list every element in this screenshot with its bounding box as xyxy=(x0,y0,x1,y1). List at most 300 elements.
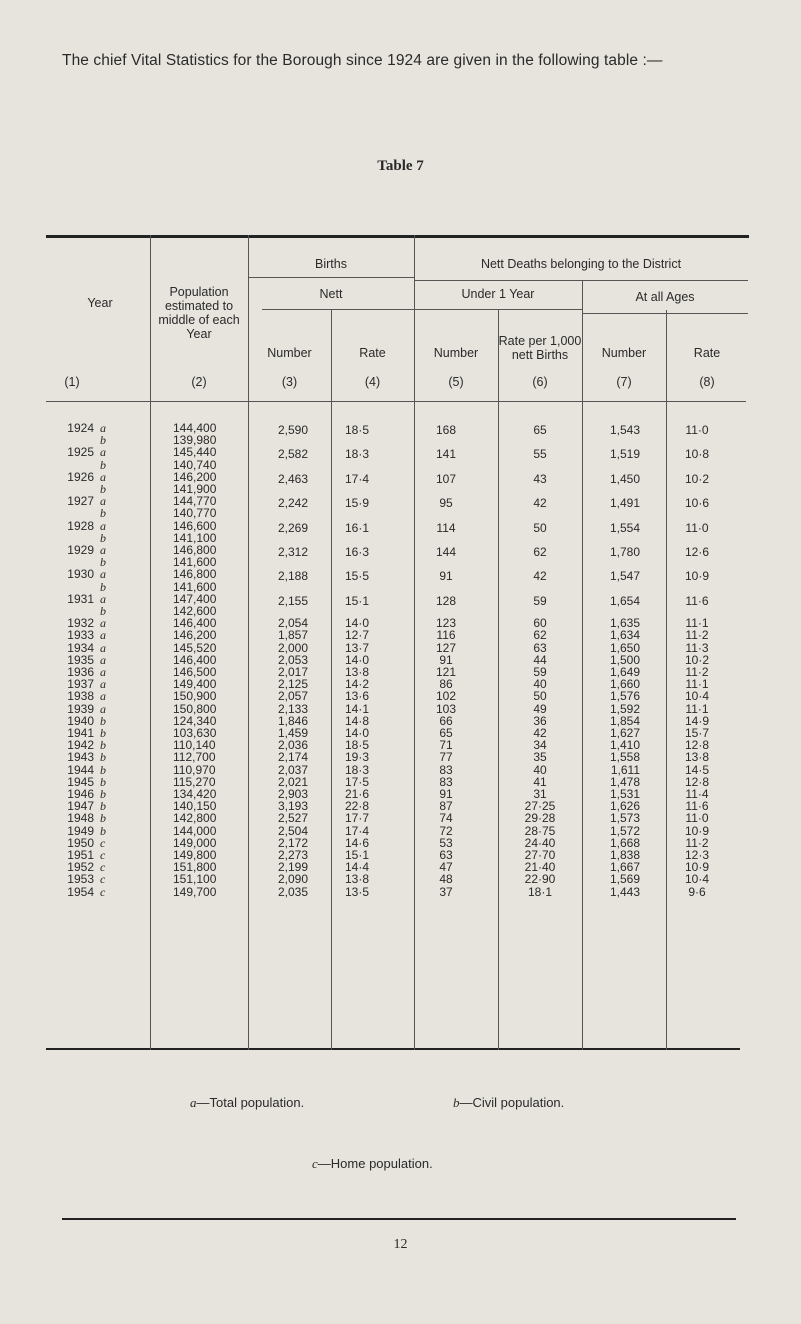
ar-cell: 9·6 xyxy=(688,884,706,899)
bn-cell: 2,125 xyxy=(277,677,308,692)
table-title: Table 7 xyxy=(377,158,424,174)
population-cell: 110,970 xyxy=(173,762,216,777)
an-cell: 1,531 xyxy=(609,787,640,801)
bn-cell: 1,459 xyxy=(277,726,308,740)
population-cell-civil: 140,770 xyxy=(173,506,217,521)
bn-cell: 2,188 xyxy=(277,569,308,584)
year-suffix: a xyxy=(100,689,106,704)
footnote-c-key: c xyxy=(312,1156,318,1171)
ar-cell: 15·7 xyxy=(684,726,710,740)
ar-cell: 11·0 xyxy=(685,811,709,826)
ar-cell: 14·9 xyxy=(684,713,710,728)
year-suffix: a xyxy=(100,469,106,484)
population-cell: 146,800 xyxy=(173,567,217,582)
ur-cell: 36 xyxy=(533,713,547,728)
ar-cell: 11·2 xyxy=(685,835,709,850)
col-divider-3 xyxy=(331,310,332,1050)
year-cell: 1933 xyxy=(67,628,94,643)
deaths-rule xyxy=(414,280,748,281)
an-cell: 1,667 xyxy=(609,860,640,875)
year-suffix: b xyxy=(100,726,106,740)
bn-cell: 2,463 xyxy=(277,471,308,486)
bn-cell: 2,269 xyxy=(277,520,308,535)
br-cell: 14·4 xyxy=(344,860,370,875)
ur-cell: 18·1 xyxy=(527,884,553,899)
ur-cell: 59 xyxy=(533,593,547,608)
col-num-8: (8) xyxy=(699,375,715,389)
col-num-1: (1) xyxy=(64,375,80,389)
bn-cell: 1,846 xyxy=(277,713,308,728)
col-num-6: (6) xyxy=(532,375,548,389)
br-cell: 18·5 xyxy=(344,423,370,437)
ar-cell: 10·2 xyxy=(684,471,710,486)
year-suffix: a xyxy=(100,677,106,692)
an-cell: 1,592 xyxy=(609,701,640,716)
br-cell: 19·3 xyxy=(344,750,370,765)
population-cell: 144,400 xyxy=(173,421,217,435)
footnote-c-text: —Home population. xyxy=(317,1156,433,1171)
year-cell: 1944 xyxy=(67,762,94,777)
br-cell: 21·6 xyxy=(344,787,370,801)
year-cell: 1932 xyxy=(67,616,94,631)
population-cell-civil: 141,600 xyxy=(173,579,217,594)
year-cell: 1926 xyxy=(67,469,94,484)
year-suffix: c xyxy=(100,872,106,887)
bn-cell: 2,590 xyxy=(277,423,308,437)
year-cell: 1954 xyxy=(67,884,94,899)
year-suffix: c xyxy=(100,835,106,850)
intro-text: The chief Vital Statistics for the Borough since 1924 are given in the following table :— xyxy=(62,52,663,69)
un-cell: 168 xyxy=(435,423,457,437)
header-births: Births xyxy=(315,257,347,271)
col-num-3: (3) xyxy=(281,375,298,389)
bn-cell: 2,054 xyxy=(277,616,308,631)
an-cell: 1,649 xyxy=(609,665,640,679)
ur-cell: 21·40 xyxy=(524,860,556,875)
ar-cell: 10·4 xyxy=(684,689,710,704)
footnote-b-text: —Civil population. xyxy=(459,1095,565,1110)
year-suffix-b: b xyxy=(100,604,106,618)
ur-cell: 41 xyxy=(533,774,547,789)
an-cell: 1,635 xyxy=(609,616,640,631)
un-cell: 37 xyxy=(439,884,453,899)
un-cell: 107 xyxy=(435,471,457,486)
un-cell: 128 xyxy=(435,593,457,608)
year-suffix: a xyxy=(100,591,106,606)
year-cell: 1927 xyxy=(67,494,94,509)
population-cell: 134,420 xyxy=(173,787,217,801)
footnote-b-key: b xyxy=(453,1095,460,1110)
population-cell: 115,270 xyxy=(173,774,216,789)
un-cell: 95 xyxy=(439,496,453,511)
year-cell: 1950 xyxy=(67,835,94,850)
year-suffix: c xyxy=(100,884,106,899)
ar-cell: 10·6 xyxy=(684,496,710,511)
ar-cell: 14·5 xyxy=(684,762,710,777)
year-suffix: a xyxy=(100,445,106,460)
year-cell: 1934 xyxy=(67,640,94,655)
un-cell: 65 xyxy=(439,726,453,740)
br-cell: 22·8 xyxy=(344,799,370,814)
an-cell: 1,838 xyxy=(609,848,640,862)
un-cell: 71 xyxy=(439,738,453,753)
ur-cell: 29·28 xyxy=(524,811,556,826)
ar-cell: 11·2 xyxy=(685,628,709,643)
un-cell: 77 xyxy=(439,750,453,765)
an-cell: 1,576 xyxy=(609,689,640,704)
population-cell: 145,520 xyxy=(173,640,217,655)
br-cell: 14·0 xyxy=(344,652,370,667)
ar-cell: 10·8 xyxy=(684,447,710,462)
year-cell: 1936 xyxy=(67,665,94,679)
population-cell-civil: 141,600 xyxy=(173,555,217,570)
ur-cell: 59 xyxy=(533,665,547,679)
nett-rule xyxy=(262,309,414,310)
header-population: Population estimated to middle of each Year xyxy=(158,285,240,341)
bn-cell: 2,582 xyxy=(277,447,308,462)
year-suffix: b xyxy=(100,750,106,765)
br-cell: 15·1 xyxy=(344,593,370,608)
footnote-a-text: —Total population. xyxy=(196,1095,305,1110)
un-cell: 144 xyxy=(435,545,457,559)
an-cell: 1,626 xyxy=(609,799,640,814)
page-number: 12 xyxy=(393,1237,408,1252)
col-num-4: (4) xyxy=(364,375,381,389)
col-num-2: (2) xyxy=(191,375,207,389)
ur-cell: 40 xyxy=(533,762,547,777)
header-nett: Nett xyxy=(319,287,343,301)
year-suffix: a xyxy=(100,543,106,557)
col-num-5: (5) xyxy=(448,375,464,389)
header-deaths: Nett Deaths belonging to the District xyxy=(480,257,682,271)
bn-cell: 2,504 xyxy=(277,823,308,838)
ar-cell: 11·0 xyxy=(685,423,709,437)
un-cell: 91 xyxy=(439,652,453,667)
births-rule xyxy=(248,277,414,278)
bn-cell: 3,193 xyxy=(277,799,308,814)
bn-cell: 2,903 xyxy=(277,787,308,801)
header-under1-number: Number xyxy=(433,346,479,360)
ur-cell: 50 xyxy=(533,520,547,535)
header-under1: Under 1 Year xyxy=(461,287,535,301)
footnote-a xyxy=(190,1095,304,1111)
ur-cell: 55 xyxy=(533,447,547,462)
population-cell: 146,500 xyxy=(173,665,217,679)
an-cell: 1,554 xyxy=(609,520,640,535)
un-cell: 83 xyxy=(439,774,453,789)
br-cell: 15·1 xyxy=(344,848,370,862)
ar-cell: 12·8 xyxy=(684,774,710,789)
year-cell: 1935 xyxy=(67,652,94,667)
year-suffix: a xyxy=(100,652,106,667)
ur-cell: 27·70 xyxy=(524,848,556,862)
an-cell: 1,547 xyxy=(609,569,640,584)
bn-cell: 2,174 xyxy=(277,750,308,765)
ar-cell: 12·3 xyxy=(684,848,710,862)
col-divider-1 xyxy=(150,235,151,1050)
year-suffix-b: b xyxy=(100,506,106,521)
population-cell: 146,600 xyxy=(173,518,217,533)
year-suffix: a xyxy=(100,567,106,582)
an-cell: 1,854 xyxy=(609,713,640,728)
col-divider-6 xyxy=(582,280,583,1050)
ur-cell: 43 xyxy=(533,471,547,486)
year-suffix: a xyxy=(100,640,106,655)
year-suffix: c xyxy=(100,848,106,862)
bn-cell: 2,057 xyxy=(277,689,308,704)
ur-cell: 34 xyxy=(533,738,547,753)
ar-cell: 11·3 xyxy=(685,640,709,655)
header-allages: At all Ages xyxy=(635,290,695,304)
year-suffix: a xyxy=(100,494,106,509)
header-year: Year xyxy=(87,296,113,310)
population-cell: 110,140 xyxy=(173,738,216,753)
br-cell: 14·2 xyxy=(344,677,370,692)
population-cell: 149,800 xyxy=(173,848,217,862)
ur-cell: 22·90 xyxy=(524,872,556,887)
ar-cell: 10·2 xyxy=(684,652,710,667)
year-suffix: b xyxy=(100,774,106,789)
an-cell: 1,500 xyxy=(609,652,640,667)
bn-cell: 2,037 xyxy=(277,762,308,777)
population-cell: 149,400 xyxy=(173,677,217,692)
bn-cell: 2,133 xyxy=(277,701,308,716)
ar-cell: 13·8 xyxy=(684,750,710,765)
year-cell: 1946 xyxy=(67,787,94,801)
year-suffix: a xyxy=(100,518,106,533)
br-cell: 17·5 xyxy=(344,774,370,789)
un-cell: 102 xyxy=(435,689,457,704)
population-cell: 146,200 xyxy=(173,469,217,484)
population-cell: 103,630 xyxy=(173,726,217,740)
un-cell: 47 xyxy=(439,860,453,875)
population-cell: 145,440 xyxy=(173,445,217,460)
population-cell: 146,200 xyxy=(173,628,217,643)
header-under1-rate: Rate per 1,000 nett Births xyxy=(498,334,582,362)
year-cell: 1931 xyxy=(67,591,94,606)
an-cell: 1,543 xyxy=(609,423,640,437)
header-allages-number: Number xyxy=(601,346,647,360)
an-cell: 1,780 xyxy=(609,545,640,559)
br-cell: 13·7 xyxy=(344,640,370,655)
un-cell: 91 xyxy=(439,569,453,584)
an-cell: 1,558 xyxy=(609,750,640,765)
ar-cell: 12·8 xyxy=(684,738,710,753)
year-suffix-b: b xyxy=(100,457,106,472)
ur-cell: 42 xyxy=(533,496,547,511)
br-cell: 17·4 xyxy=(344,823,370,838)
population-cell: 124,340 xyxy=(173,713,217,728)
un-cell: 123 xyxy=(435,616,457,631)
year-cell: 1951 xyxy=(67,848,94,862)
br-cell: 14·6 xyxy=(344,835,370,850)
population-cell: 142,800 xyxy=(173,811,217,826)
un-cell: 114 xyxy=(436,520,456,535)
year-cell: 1953 xyxy=(67,872,94,887)
ur-cell: 42 xyxy=(533,726,547,740)
un-cell: 74 xyxy=(439,811,453,826)
year-cell: 1947 xyxy=(67,799,94,814)
year-cell: 1948 xyxy=(67,811,94,826)
un-cell: 83 xyxy=(439,762,453,777)
header-births-number: Number xyxy=(267,346,312,360)
ar-cell: 11·4 xyxy=(685,787,709,801)
bn-cell: 2,000 xyxy=(277,640,308,655)
an-cell: 1,491 xyxy=(609,496,640,511)
year-cell: 1925 xyxy=(67,445,94,460)
an-cell: 1,410 xyxy=(609,738,640,753)
year-suffix: b xyxy=(100,811,106,826)
under1-rule xyxy=(414,309,582,310)
br-cell: 13·8 xyxy=(344,665,370,679)
bn-cell: 2,527 xyxy=(277,811,308,826)
br-cell: 13·8 xyxy=(344,872,370,887)
bn-cell: 2,199 xyxy=(277,860,308,875)
an-cell: 1,660 xyxy=(609,677,640,692)
ar-cell: 11·0 xyxy=(685,520,709,535)
br-cell: 12·7 xyxy=(344,628,370,643)
bn-cell: 2,273 xyxy=(277,848,308,862)
ur-cell: 42 xyxy=(533,569,547,584)
ar-cell: 12·6 xyxy=(684,545,710,559)
ur-cell: 65 xyxy=(533,423,547,437)
un-cell: 87 xyxy=(439,799,453,814)
ur-cell: 62 xyxy=(533,545,547,559)
ar-cell: 10·9 xyxy=(684,569,710,584)
year-cell: 1924 xyxy=(67,421,94,435)
an-cell: 1,634 xyxy=(609,628,640,643)
population-cell: 151,800 xyxy=(173,860,217,875)
br-cell: 17·4 xyxy=(344,471,370,486)
ur-cell: 40 xyxy=(533,677,547,692)
year-cell: 1930 xyxy=(67,567,94,582)
year-cell: 1942 xyxy=(67,738,94,753)
ur-cell: 35 xyxy=(533,750,547,765)
year-cell: 1941 xyxy=(67,726,94,740)
ur-cell: 50 xyxy=(533,689,547,704)
year-cell: 1945 xyxy=(67,774,94,789)
population-cell-civil: 140,740 xyxy=(173,457,217,472)
br-cell: 14·8 xyxy=(344,713,370,728)
population-cell-civil: 139,980 xyxy=(173,433,217,448)
ur-cell: 28·75 xyxy=(524,823,556,838)
footer-rule xyxy=(62,1218,736,1220)
population-cell: 149,700 xyxy=(173,884,217,899)
bn-cell: 1,857 xyxy=(277,628,308,643)
population-cell: 144,000 xyxy=(173,823,217,838)
year-cell: 1937 xyxy=(67,677,94,692)
header-bottom-rule xyxy=(46,401,746,402)
year-suffix: b xyxy=(100,762,106,777)
year-suffix-b: b xyxy=(100,530,106,545)
br-cell: 17·7 xyxy=(344,811,370,826)
ar-cell: 11·1 xyxy=(685,677,709,692)
population-cell-civil: 141,100 xyxy=(173,530,217,545)
ar-cell: 11·1 xyxy=(685,701,709,716)
col-num-7: (7) xyxy=(616,375,632,389)
year-suffix: a xyxy=(100,616,106,631)
population-cell: 144,770 xyxy=(173,494,217,509)
bn-cell: 2,053 xyxy=(277,652,308,667)
year-cell: 1952 xyxy=(67,860,94,875)
an-cell: 1,443 xyxy=(609,884,640,899)
un-cell: 72 xyxy=(439,823,453,838)
ur-cell: 63 xyxy=(533,640,547,655)
ar-cell: 10·9 xyxy=(684,823,710,838)
year-suffix: c xyxy=(100,860,106,875)
ur-cell: 27·25 xyxy=(524,799,556,814)
un-cell: 116 xyxy=(436,628,456,643)
header-births-rate: Rate xyxy=(359,346,386,360)
year-suffix: b xyxy=(100,738,106,753)
bn-cell: 2,036 xyxy=(277,738,308,753)
year-suffix-b: b xyxy=(100,555,106,570)
footnote-b xyxy=(453,1095,564,1111)
population-cell-civil: 141,900 xyxy=(173,482,217,496)
un-cell: 53 xyxy=(439,835,453,850)
bn-cell: 2,017 xyxy=(277,665,308,679)
ar-cell: 10·4 xyxy=(684,872,710,887)
an-cell: 1,572 xyxy=(609,823,640,838)
ar-cell: 10·9 xyxy=(684,860,710,875)
un-cell: 103 xyxy=(435,701,457,716)
year-suffix-b: b xyxy=(100,482,106,496)
an-cell: 1,450 xyxy=(609,471,640,486)
br-cell: 18·3 xyxy=(344,447,370,462)
year-cell: 1929 xyxy=(67,543,94,557)
year-suffix-b: b xyxy=(100,433,106,448)
year-suffix-b: b xyxy=(100,579,106,594)
col-divider-5 xyxy=(498,310,499,1050)
br-cell: 15·9 xyxy=(344,496,370,511)
year-suffix: a xyxy=(100,421,106,435)
an-cell: 1,627 xyxy=(609,726,640,740)
population-cell: 150,900 xyxy=(173,689,217,704)
ur-cell: 24·40 xyxy=(524,835,556,850)
an-cell: 1,654 xyxy=(609,593,640,608)
allages-rule xyxy=(582,313,748,314)
year-suffix: a xyxy=(100,701,106,716)
br-cell: 15·5 xyxy=(344,569,370,584)
br-cell: 18·5 xyxy=(344,738,370,753)
an-cell: 1,668 xyxy=(609,835,640,850)
an-cell: 1,611 xyxy=(610,762,640,777)
year-suffix: a xyxy=(100,628,106,643)
an-cell: 1,569 xyxy=(609,872,640,887)
year-suffix: b xyxy=(100,799,106,814)
ar-cell: 11·2 xyxy=(685,665,709,679)
ar-cell: 11·6 xyxy=(685,593,709,608)
an-cell: 1,519 xyxy=(609,447,640,462)
bn-cell: 2,242 xyxy=(277,496,308,511)
population-cell: 150,800 xyxy=(173,701,217,716)
br-cell: 18·3 xyxy=(344,762,370,777)
ar-cell: 11·1 xyxy=(685,616,709,631)
year-suffix: b xyxy=(100,787,106,801)
an-cell: 1,573 xyxy=(609,811,640,826)
population-cell: 146,400 xyxy=(173,652,217,667)
year-cell: 1943 xyxy=(67,750,94,765)
un-cell: 127 xyxy=(435,640,457,655)
table-top-rule xyxy=(46,235,749,238)
ur-cell: 62 xyxy=(533,628,547,643)
bn-cell: 2,312 xyxy=(277,545,308,559)
bn-cell: 2,021 xyxy=(277,774,308,789)
br-cell: 14·1 xyxy=(344,701,370,716)
year-suffix: b xyxy=(100,823,106,838)
un-cell: 48 xyxy=(439,872,453,887)
year-cell: 1940 xyxy=(67,713,94,728)
